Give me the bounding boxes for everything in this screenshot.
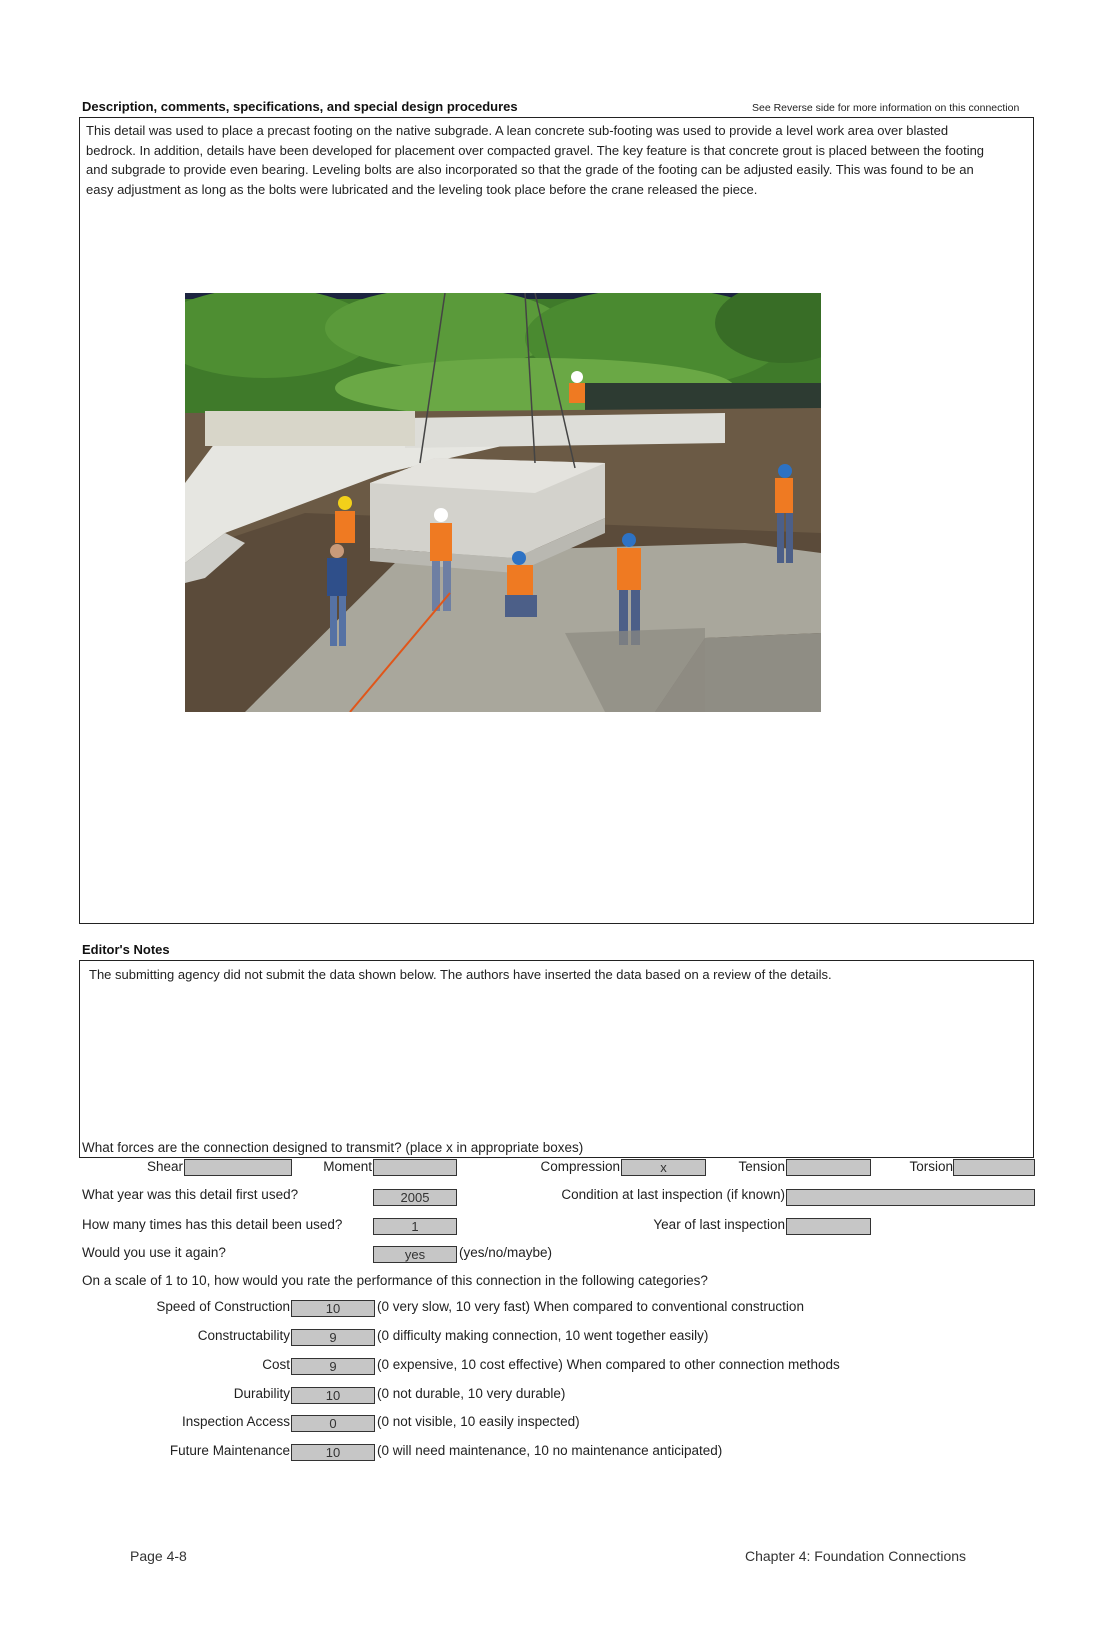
year-first-used-field[interactable]: 2005 [373,1189,457,1206]
shear-field[interactable] [184,1159,292,1176]
rating-field-maintenance[interactable]: 10 [291,1444,375,1461]
rating-hint-durability: (0 not durable, 10 very durable) [377,1386,566,1401]
rating-label-cost: Cost [262,1357,290,1372]
moment-label: Moment [323,1159,372,1174]
tension-label: Tension [738,1159,785,1174]
reuse-label: Would you use it again? [82,1245,226,1260]
rating-hint-inspection: (0 not visible, 10 easily inspected) [377,1414,580,1429]
compression-label: Compression [540,1159,620,1174]
rating-hint-constructability: (0 difficulty making connection, 10 went together easily) [377,1328,709,1343]
construction-photo [185,293,821,712]
rating-field-cost[interactable]: 9 [291,1358,375,1375]
editors-notes-text: The submitting agency did not submit the data shown below. The authors have inserted the data based on a review of the details. [89,967,832,982]
tension-field[interactable] [786,1159,871,1176]
description-text: This detail was used to place a precast footing on the native subgrade. A lean concrete sub-footing was used to provide a level work area over blasted bedrock. In addition, details have been developed for placement over compacted gravel. The key feature is that concrete grout is placed between the footing and subgrade to provide even bearing. Leveling bolts are also incorporated so that the grade of the footing can be adjusted easily. This was found to be an easy adjustment as long as the bolts were lubricated and the leveling took place before the crane released the piece. [86,123,985,197]
rating-label-durability: Durability [233,1386,290,1401]
rating-hint-maintenance: (0 will need maintenance, 10 no maintenance anticipated) [377,1443,723,1458]
reuse-field[interactable]: yes [373,1246,457,1263]
times-used-label: How many times has this detail been used? [82,1217,343,1232]
rating-label-constructability: Constructability [197,1328,290,1343]
reverse-side-note: See Reverse side for more information on this connection [752,102,1020,114]
description-box [79,117,1034,924]
rating-label-maintenance: Future Maintenance [169,1443,290,1458]
year-last-inspection-label: Year of last inspection [653,1217,785,1232]
description-heading: Description, comments, specifications, and special design procedures [82,99,518,114]
condition-label: Condition at last inspection (if known) [561,1187,785,1202]
shear-label: Shear [146,1159,183,1174]
page-number: Page 4-8 [130,1548,187,1564]
chapter-title: Chapter 4: Foundation Connections [745,1548,967,1564]
rating-hint-cost: (0 expensive, 10 cost effective) When compared to other connection methods [377,1357,840,1372]
rating-field-constructability[interactable]: 9 [291,1329,375,1346]
torsion-field[interactable] [953,1159,1035,1176]
editors-notes-heading: Editor's Notes [82,942,170,957]
rating-field-inspection[interactable]: 0 [291,1415,375,1432]
compression-field[interactable]: x [621,1159,706,1176]
year-last-inspection-field[interactable] [786,1218,871,1235]
ratings-question: On a scale of 1 to 10, how would you rate the performance of this connection in the following categories? [82,1273,708,1288]
moment-field[interactable] [373,1159,457,1176]
rating-hint-speed: (0 very slow, 10 very fast) When compared to conventional construction [377,1299,804,1314]
reuse-hint: (yes/no/maybe) [459,1245,553,1260]
rating-field-durability[interactable]: 10 [291,1387,375,1404]
editors-notes-box [79,960,1034,1158]
torsion-label: Torsion [909,1159,953,1174]
rating-label-inspection: Inspection Access [181,1414,290,1429]
rating-field-speed[interactable]: 10 [291,1300,375,1317]
times-used-field[interactable]: 1 [373,1218,457,1235]
forces-question: What forces are the connection designed to transmit? (place x in appropriate boxes) [82,1140,584,1155]
year-first-used-label: What year was this detail first used? [82,1187,299,1202]
condition-field[interactable] [786,1189,1035,1206]
rating-label-speed: Speed of Construction [156,1299,290,1314]
